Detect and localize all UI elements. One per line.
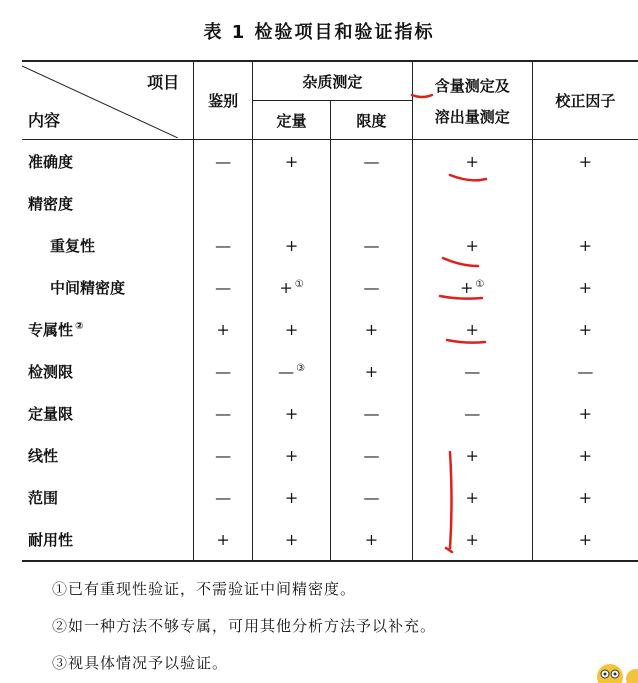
cell-c4: + [412,140,532,183]
header-assay-line2: 溶出量测定 [434,107,510,126]
table-body [22,140,638,562]
cell-c2: + [252,434,330,476]
table-row [22,392,638,434]
cell-c5: + [532,224,638,266]
table-row [22,350,638,392]
table-row [22,224,638,266]
footnote-3: ③视具体情况予以验证。 [52,654,229,672]
emoji-face-icon [592,657,638,683]
cell-c1: — [194,266,253,308]
cell-c5: + [532,434,638,476]
footnote-1: ①已有重现性验证，不需验证中间精密度。 [52,580,357,598]
cell-c2: + [252,140,330,183]
cell-c3: + [331,308,413,350]
cell-c1: — [194,476,253,518]
table-row [22,266,638,308]
table-row [22,182,638,224]
cell-c5: — [532,350,638,392]
footnote-2: ②如一种方法不够专属，可用其他分析方法予以补充。 [52,617,437,635]
row-label: 精密度 [22,182,194,224]
table-row [22,518,638,561]
cell-c1: — [194,140,253,183]
cell-c4: + [412,224,532,266]
cell-c3: — [331,266,413,308]
header-limit: 限度 [331,101,413,140]
cell-c2: + [252,518,330,561]
cell-c1: — [194,392,253,434]
cell-c2: + [252,392,330,434]
table-row [22,308,638,350]
row-label: 专属性 ② [22,308,194,350]
row-label: 耐用性 [22,518,194,561]
row-label: 检测限 [22,350,194,392]
row-label: 线性 [22,434,194,476]
row-label: 准确度 [22,140,194,183]
header-item-label: 项目 [147,73,180,92]
cell-c2: + ① [252,266,330,308]
cell-c4 [412,182,532,224]
cell-c3: — [331,476,413,518]
table-row [22,476,638,518]
cell-c5 [532,182,638,224]
cell-c5: + [532,266,638,308]
cell-c4: + [412,518,532,561]
row-label: 中间精密度 [22,266,194,308]
cell-c3: — [331,140,413,183]
cell-c1: — [194,224,253,266]
header-impurity-group: 杂质测定 [252,61,412,101]
row-label: 定量限 [22,392,194,434]
cell-c2: + [252,224,330,266]
cell-c4: + [412,476,532,518]
cell-c1: + [194,518,253,561]
cell-c3: + [331,350,413,392]
table-title: 表 1 检验项目和验证指标 [203,22,435,43]
table-row [22,140,638,183]
header-assay-line1: 含量测定及 [434,76,510,95]
cell-c3: — [331,434,413,476]
cell-c1: + [194,308,253,350]
cell-c5: + [532,518,638,561]
table-row [22,434,638,476]
cell-c4: — [412,350,532,392]
cell-c1: — [194,434,253,476]
validation-table [22,60,638,562]
cell-c2: + [252,476,330,518]
diagonal-header-cell [22,61,194,140]
cell-c3: — [331,224,413,266]
cell-c4: — [412,392,532,434]
cell-c4: + ① [412,266,532,308]
cell-c3 [331,182,413,224]
cell-c5: + [532,308,638,350]
cell-c5: + [532,140,638,183]
cell-c4: + [412,434,532,476]
header-assay [412,61,532,140]
cell-c5: + [532,476,638,518]
header-content-label: 内容 [28,111,61,130]
row-label: 重复性 [22,224,194,266]
header-correction-factor: 校正因子 [532,61,638,140]
header-quantitative: 定量 [252,101,330,140]
cell-c4: + [412,308,532,350]
cell-c2: — ③ [252,350,330,392]
cell-c3: + [331,518,413,561]
cell-c2 [252,182,330,224]
cell-c2: + [252,308,330,350]
cell-c3: — [331,392,413,434]
cell-c1 [194,182,253,224]
cell-c5: + [532,392,638,434]
cell-c1: — [194,350,253,392]
header-identification: 鉴别 [194,61,253,140]
row-label: 范围 [22,476,194,518]
